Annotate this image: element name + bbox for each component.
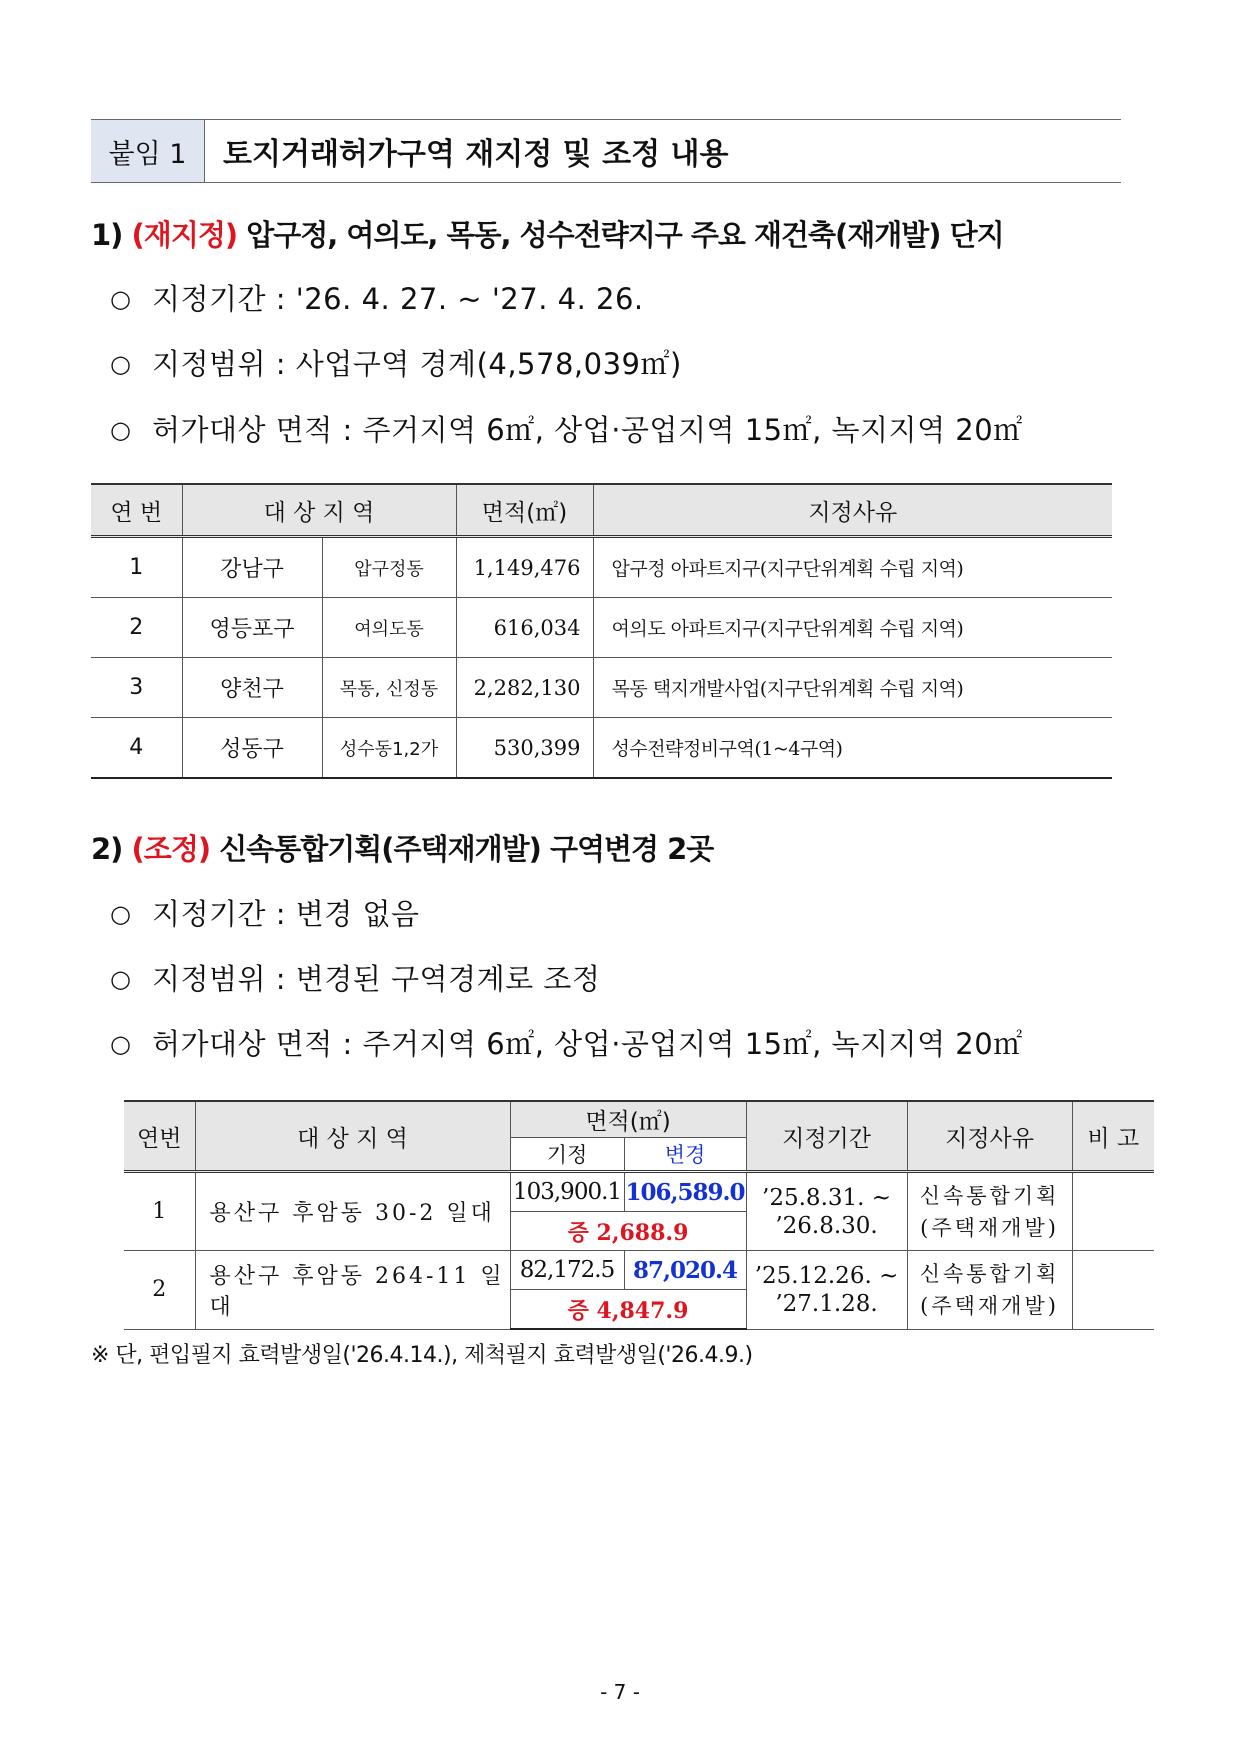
header-area: 면적(㎡) [510,1101,746,1138]
table-row: 3 양천구 목동, 신정동 2,282,130 목동 택지개발사업(지구단위계획 수립 지역) [91,658,1112,718]
table-row: 1 강남구 압구정동 1,149,476 압구정 아파트지구(지구단위계획 수립 지역) [91,537,1112,598]
header-region: 대 상 지 역 [195,1101,510,1172]
attachment-header [91,119,1121,183]
reason-cell: 신속통합기획 (주택재개발) [907,1172,1072,1251]
period-cell: ’25.8.31. ~ ’26.8.30. [746,1172,907,1251]
header-changed: 변경 [624,1138,746,1172]
table-row: 4 성동구 성수동1,2가 530,399 성수전략정비구역(1~4구역) [91,718,1112,779]
section2-bullet: ○ 지정범위 : 변경된 구역경계로 조정 [110,962,601,996]
table-header-row [124,1101,1154,1138]
section2-heading: 신속통합기획(주택재개발) 구역변경 2곳 [219,832,714,866]
header-region: 대 상 지 역 [182,484,456,537]
section2-bullet: ○ 지정기간 : 변경 없음 [110,897,420,931]
table-row: 2 용산구 후암동 264-11 일대 82,172.5 87,020.4 ’25.12.26. ~ ’27.1.28. 신속통합기획 (주택재개발) [124,1251,1154,1290]
circle-bullet-icon: ○ [110,965,132,993]
section1-bullet: ○ 지정기간 : '26. 4. 27. ~ '27. 4. 26. [110,282,644,316]
section1-title [91,213,1004,254]
table-header-row [91,484,1112,537]
section2-number: 2) [91,832,123,866]
section1-label: (재지정) [131,218,238,252]
circle-bullet-icon: ○ [110,1030,132,1058]
header-no: 연번 [124,1101,195,1172]
header-reason: 지정사유 [907,1101,1072,1172]
page-title: 토지거래허가구역 재지정 및 조정 내용 [223,137,729,172]
period-cell: ’25.12.26. ~ ’27.1.28. [746,1251,907,1330]
circle-bullet-icon: ○ [110,285,132,313]
section1-heading: 압구정, 여의도, 목동, 성수전략지구 주요 재건축(재개발) 단지 [246,218,1004,252]
section2-label: (조정) [131,832,211,866]
header-reason: 지정사유 [593,484,1112,537]
circle-bullet-icon: ○ [110,416,132,444]
footnote: ※ 단, 편입필지 효력발생일('26.4.14.), 제척필지 효력발생일('26.4.9.) [91,1343,753,1368]
increase-value: 증 2,688.9 [510,1212,746,1251]
circle-bullet-icon: ○ [110,350,132,378]
section2-title [91,827,713,868]
section1-number: 1) [91,218,123,252]
section1-bullet: ○ 지정범위 : 사업구역 경계(4,578,039㎡) [110,347,682,381]
header-no: 연 번 [91,484,182,537]
table-row: 1 용산구 후암동 30-2 일대 103,900.1 106,589.0 ’25.8.31. ~ ’26.8.30. 신속통합기획 (주택재개발) [124,1172,1154,1212]
header-existing: 기정 [510,1138,624,1172]
increase-value: 증 4,847.9 [510,1290,746,1330]
reason-cell: 신속통합기획 (주택재개발) [907,1251,1072,1330]
section2-bullet: ○ 허가대상 면적 : 주거지역 6㎡, 상업·공업지역 15㎡, 녹지지역 20㎡ [110,1027,1023,1061]
table-row: 2 영등포구 여의도동 616,034 여의도 아파트지구(지구단위계획 수립 지역) [91,598,1112,658]
header-note: 비 고 [1072,1101,1154,1172]
section1-bullet: ○ 허가대상 면적 : 주거지역 6㎡, 상업·공업지역 15㎡, 녹지지역 20㎡ [110,413,1023,447]
circle-bullet-icon: ○ [110,900,132,928]
header-area: 면적(㎡) [456,484,593,537]
redesignation-table [91,483,1112,779]
header-period: 지정기간 [746,1101,907,1172]
page-number: - 7 - [600,1680,640,1704]
adjustment-table [124,1100,1154,1330]
attachment-tag: 붙임 1 [91,120,205,182]
